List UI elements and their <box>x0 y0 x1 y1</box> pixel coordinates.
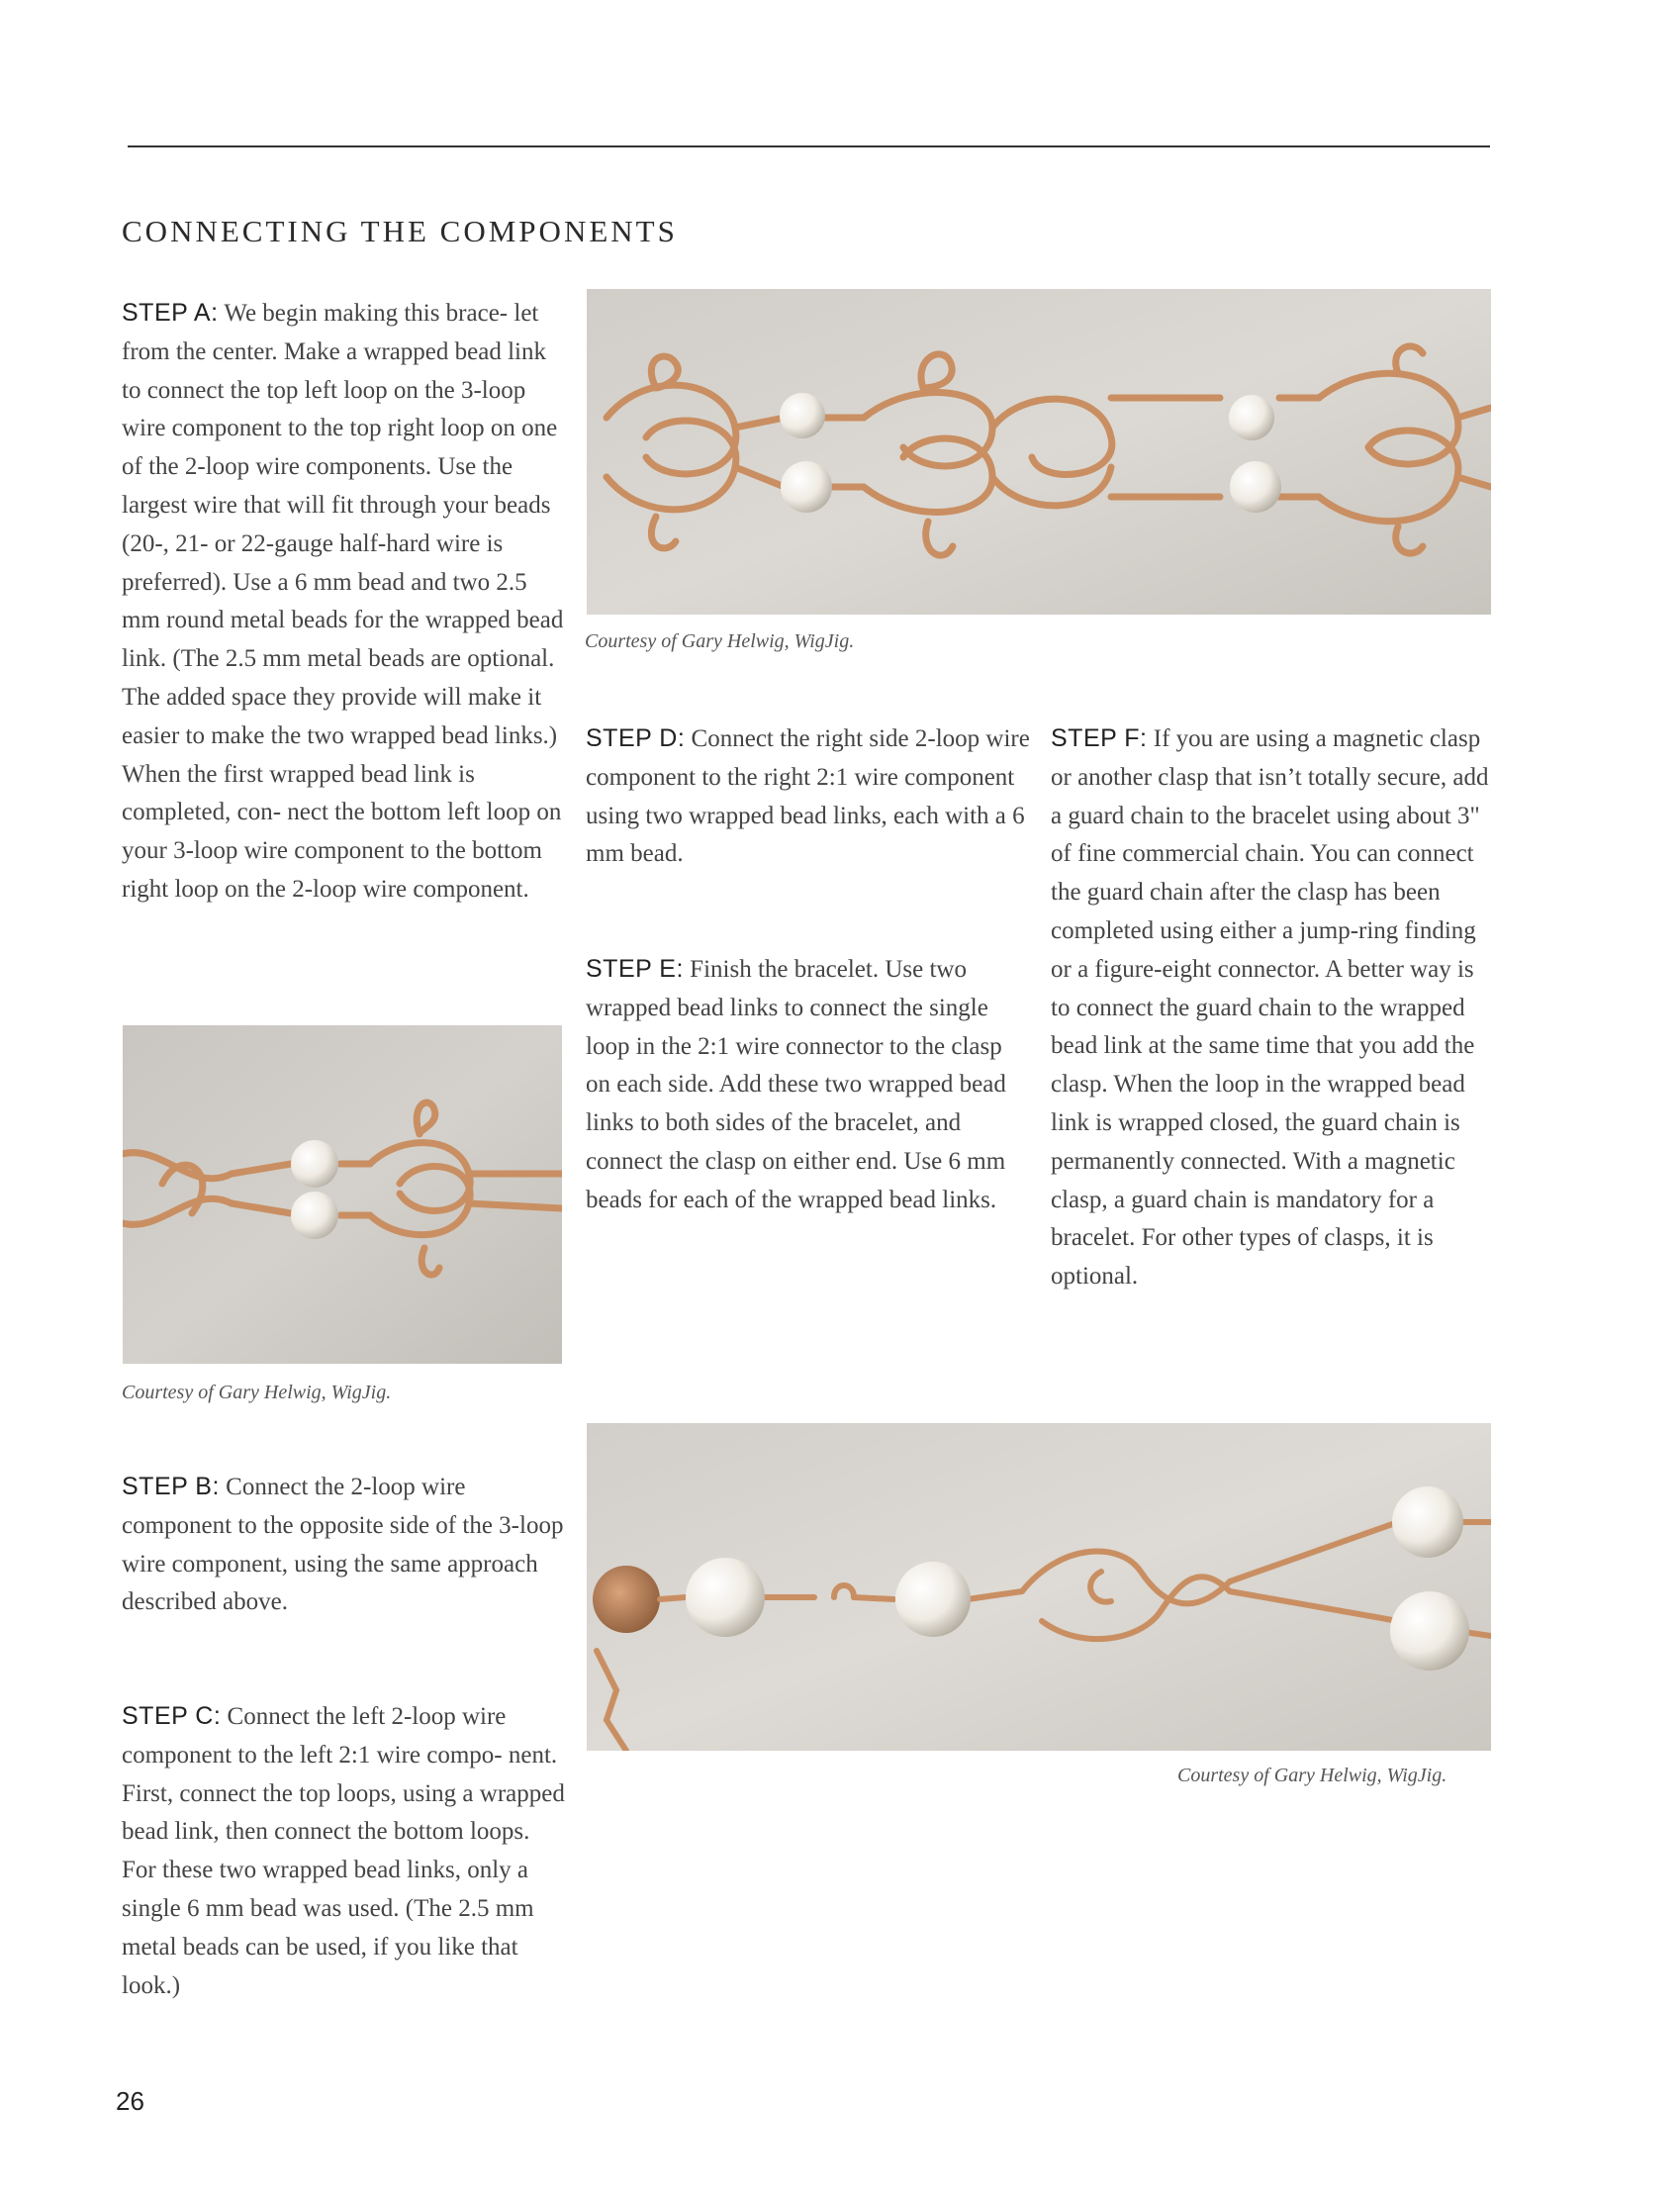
step-a-label: STEP A: <box>122 299 219 327</box>
figure-bottom-photo <box>587 1423 1491 1751</box>
step-e-label: STEP E: <box>586 955 684 983</box>
step-b-text: Connect the 2-loop wire component to the opposite side of the 3-loop wire component, using the same approach described above. <box>122 1474 564 1616</box>
header-rule <box>128 145 1490 147</box>
step-b-paragraph <box>122 1468 565 1622</box>
step-a-text: We begin making this brace- let from the center. Make a wrapped bead link to connect the top left loop on the 3-loop wire component to the top right loop on one of the 2-loop wire components. Use the largest wire that will fit through your beads (20-, 21- or 22-gauge half-hard wire is preferred). Use a 6 mm bead and two 2.5 mm round metal beads for the wrapped bead link. (The 2.5 mm metal beads are optional. The added space they provide will make it easier to make the two wrapped bead links.) When the first wrapped bead link is completed, con- nect the bottom left loop on your 3-loop wire component to the bottom right loop on the 2-loop wire component. <box>122 300 564 903</box>
step-e-text: Finish the bracelet. Use two wrapped bead links to connect the single loop in the 2:1 wire connector to the clasp on each side. Add these two wrapped bead links to both sides of the bracelet, and connect the clasp on either end. Use 6 mm beads for each of the wrapped bead links. <box>586 956 1006 1213</box>
figure-bottom-caption: Courtesy of Gary Helwig, WigJig. <box>1177 1765 1447 1786</box>
figure-top-photo <box>587 289 1491 615</box>
page-number: 26 <box>116 2086 144 2116</box>
page-title: CONNECTING THE COMPONENTS <box>122 214 678 248</box>
figure-left-photo <box>123 1025 562 1364</box>
step-c-text: Connect the left 2-loop wire component to the left 2:1 wire compo- nent. First, connect the top loops, using a wrapped bead link, then connect the bottom loops. For these two wrapped bead links, only a single 6 mm bead was used. (The 2.5 mm metal beads can be used, if you like that look.) <box>122 1703 565 1999</box>
step-f-text: If you are using a magnetic clasp or another clasp that isn’t totally secure, add a guard chain to the bracelet using about 3" of fine commercial chain. You can connect the guard chain after the clasp has been completed using either a jump-ring finding or a figure-eight connector. A better way is to connect the guard chain to the wrapped bead link at the same time that you add the clasp. When the loop in the wrapped bead link is wrapped closed, the guard chain is permanently connected. With a magnetic clasp, a guard chain is mandatory for a bracelet. For other types of clasps, it is optional. <box>1051 725 1489 1291</box>
figure-left-caption: Courtesy of Gary Helwig, WigJig. <box>122 1382 392 1403</box>
step-e-paragraph <box>586 950 1031 1220</box>
step-c-paragraph <box>122 1697 565 2005</box>
step-d-label: STEP D: <box>586 724 686 752</box>
step-d-paragraph <box>586 719 1031 874</box>
step-b-label: STEP B: <box>122 1473 220 1500</box>
figure-top-caption: Courtesy of Gary Helwig, WigJig. <box>585 630 855 652</box>
step-c-label: STEP C: <box>122 1702 222 1730</box>
step-d-text: Connect the right side 2-loop wire component to the right 2:1 wire component using two wrapped bead links, each with a 6 mm bead. <box>586 725 1030 868</box>
step-f-paragraph <box>1051 719 1496 1296</box>
step-a-paragraph <box>122 294 565 909</box>
step-f-label: STEP F: <box>1051 724 1148 752</box>
